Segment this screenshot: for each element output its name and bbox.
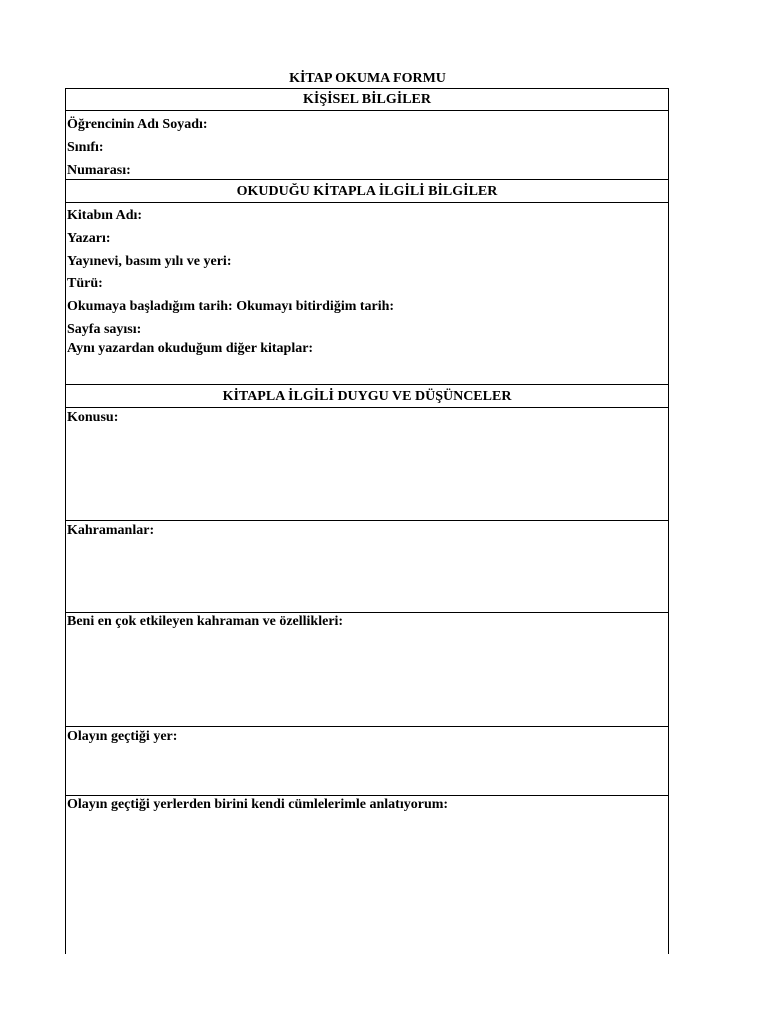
section-header-personal: KİŞİSEL BİLGİLER xyxy=(302,92,431,107)
setting-label: Olayın geçtiği yer: xyxy=(67,729,178,744)
student-name-label: Öğrencinin Adı Soyadı: xyxy=(67,117,208,132)
class-label: Sınıfı: xyxy=(67,140,104,155)
reading-dates-label: Okumaya başladığım tarih: Okumayı bitirdiğim tarih: xyxy=(67,299,395,314)
subject-label: Konusu: xyxy=(67,410,119,425)
number-label: Numarası: xyxy=(67,163,131,178)
divider-line xyxy=(65,520,669,521)
divider-line xyxy=(65,179,669,180)
setting-description-label: Olayın geçtiği yerlerden birini kendi cümlelerimle anlatıyorum: xyxy=(67,797,449,812)
page-count-label: Sayfa sayısı: xyxy=(67,322,142,337)
section-header-book-info: OKUDUĞU KİTAPLA İLGİLİ BİLGİLER xyxy=(236,184,498,199)
form-frame xyxy=(65,88,669,954)
form-title: KİTAP OKUMA FORMU xyxy=(289,71,446,86)
divider-line xyxy=(65,726,669,727)
divider-line xyxy=(65,384,669,385)
section-header-thoughts: KİTAPLA İLGİLİ DUYGU VE DÜŞÜNCELER xyxy=(222,389,512,404)
favorite-character-label: Beni en çok etkileyen kahraman ve özellikleri: xyxy=(67,614,344,629)
genre-label: Türü: xyxy=(67,276,103,291)
book-name-label: Kitabın Adı: xyxy=(67,208,143,223)
author-label: Yazarı: xyxy=(67,231,111,246)
publisher-label: Yayınevi, basım yılı ve yeri: xyxy=(67,254,232,269)
characters-label: Kahramanlar: xyxy=(67,523,155,538)
other-books-label: Aynı yazardan okuduğum diğer kitaplar: xyxy=(67,341,314,356)
